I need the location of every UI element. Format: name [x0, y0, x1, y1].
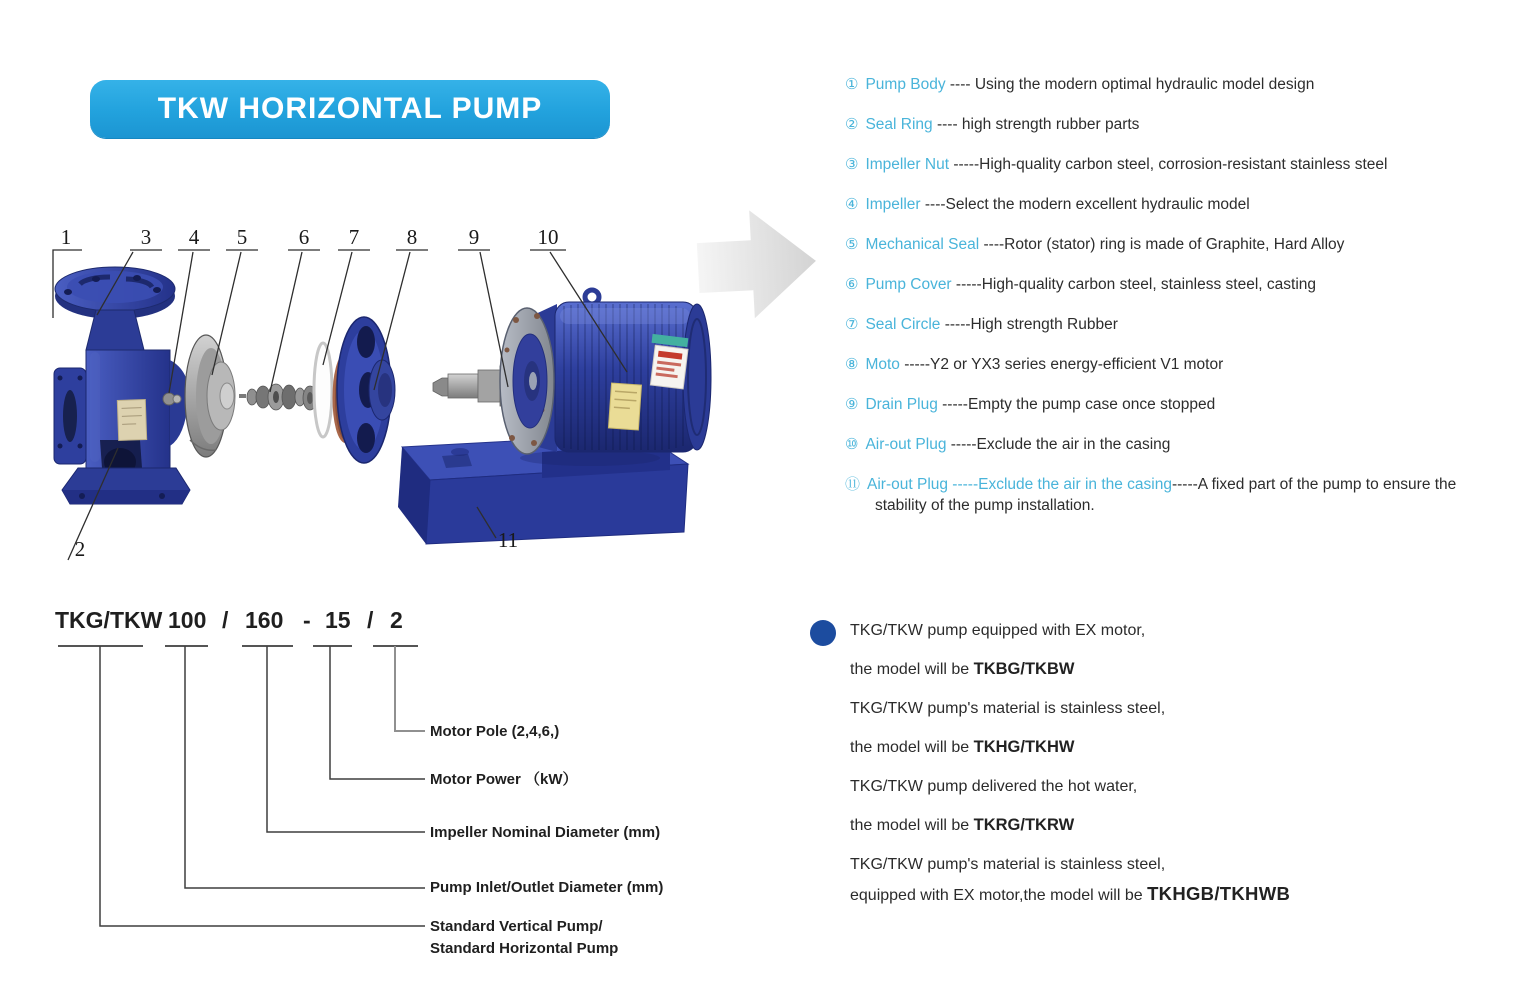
variant-model: TKBG/TKBW — [973, 660, 1075, 678]
part-desc: -----High-quality carbon steel, corrosion-resistant stainless steel — [949, 156, 1388, 173]
part-row — [845, 394, 1500, 415]
pump-exploded-diagram — [30, 200, 820, 570]
part-number: ⑩ — [845, 436, 859, 453]
motor-illustration — [500, 290, 711, 466]
part-desc: -----A fixed part of the pump to ensure the stability of the pump installation. — [875, 476, 1457, 514]
part-desc: -----High-quality carbon steel, stainless steel, casting — [951, 276, 1317, 293]
model-connector-lines — [100, 646, 425, 926]
part-row — [845, 314, 1500, 335]
variant-text: the model will be — [850, 661, 974, 678]
model-segment: / — [367, 607, 374, 633]
part-row — [845, 194, 1500, 215]
parts-list — [845, 74, 1500, 535]
variant-line — [850, 882, 1410, 907]
variants-section — [850, 619, 1410, 923]
motor-shaft-illustration — [433, 366, 509, 406]
part-desc: -----Empty the pump case once stopped — [937, 396, 1216, 413]
part-number: ④ — [845, 196, 859, 213]
callout-number: 10 — [537, 225, 559, 249]
motor-yellow-label — [608, 383, 641, 430]
variant-text: TKG/TKW pump equipped with EX motor, — [850, 622, 1146, 639]
part-desc: -----Exclude the air in the casing — [946, 436, 1171, 453]
part-number: ① — [845, 76, 859, 93]
callout-number: 11 — [497, 528, 519, 552]
callout-number: 6 — [298, 225, 310, 249]
model-segment: 160 — [245, 607, 284, 633]
callout-number: 2 — [74, 537, 86, 561]
part-row — [845, 474, 1500, 516]
variant-model: TKHG/TKHW — [973, 738, 1075, 756]
pump-cover-illustration — [337, 317, 395, 463]
part-number: ② — [845, 116, 859, 133]
part-row — [845, 434, 1500, 455]
model-label: Impeller Nominal Diameter (mm) — [430, 824, 661, 841]
model-label: Standard Vertical Pump/ — [430, 918, 603, 935]
part-number: ③ — [845, 156, 859, 173]
variant-text: TKG/TKW pump's material is stainless steel, — [850, 856, 1166, 873]
seal-ring-illustration — [314, 343, 332, 437]
callout-number: 1 — [60, 225, 72, 249]
part-name: Air-out Plug -----Exclude the air in the casing — [867, 476, 1172, 493]
title-banner — [90, 80, 610, 138]
part-name: Mechanical Seal — [865, 236, 980, 253]
model-segment: - — [303, 607, 311, 633]
part-name: Impeller — [865, 196, 921, 213]
model-segment: / — [222, 607, 229, 633]
model-segment: 2 — [390, 607, 403, 633]
motor-red-label — [650, 345, 688, 389]
part-number: ⑦ — [845, 316, 859, 333]
variant-text: TKG/TKW pump delivered the hot water, — [850, 778, 1138, 795]
part-desc: ----Rotor (stator) ring is made of Graphite, Hard Alloy — [979, 236, 1345, 253]
variant-line — [850, 775, 1410, 798]
variant-line — [850, 736, 1410, 759]
callout-number: 7 — [348, 225, 360, 249]
part-name: Air-out Plug — [865, 436, 947, 453]
variant-line — [850, 697, 1410, 720]
part-number: ⑤ — [845, 236, 859, 253]
mechanical-seal-parts-illustration — [239, 384, 317, 410]
callout-number: 8 — [406, 225, 418, 249]
part-row — [845, 114, 1500, 135]
part-name: Impeller Nut — [865, 156, 950, 173]
callout-number: 5 — [236, 225, 248, 249]
callout-number: 4 — [188, 225, 200, 249]
variant-text: the model will be — [850, 739, 974, 756]
model-label: Motor Power （kW） — [430, 771, 578, 788]
model-segment: TKG/TKW — [55, 607, 163, 633]
variant-text: the model will be — [850, 817, 974, 834]
part-row — [845, 274, 1500, 295]
part-name: Seal Ring — [865, 116, 933, 133]
variant-line — [850, 853, 1410, 876]
variant-model: TKRG/TKRW — [973, 816, 1075, 834]
variant-model: TKHGB/TKHWB — [1147, 883, 1291, 904]
part-desc: ----Select the modern excellent hydraulic model — [920, 196, 1250, 213]
part-desc: ---- Using the modern optimal hydraulic model design — [945, 76, 1315, 93]
part-row — [845, 154, 1500, 175]
model-label: Pump Inlet/Outlet Diameter (mm) — [430, 879, 664, 896]
part-name: Pump Body — [865, 76, 946, 93]
part-name: Pump Cover — [865, 276, 952, 293]
part-number: ⑧ — [845, 356, 859, 373]
part-desc: -----High strength Rubber — [940, 316, 1118, 333]
part-row — [845, 74, 1500, 95]
part-row — [845, 234, 1500, 255]
variant-text: TKG/TKW pump's material is stainless steel, — [850, 700, 1166, 717]
part-number: ⑪ — [845, 476, 861, 493]
callout-number: 3 — [140, 225, 152, 249]
part-name: Drain Plug — [865, 396, 938, 413]
model-segment: 100 — [168, 607, 207, 633]
part-row — [845, 354, 1500, 375]
callout-number: 9 — [468, 225, 480, 249]
model-segment: 15 — [325, 607, 351, 633]
bullet-dot — [810, 620, 836, 646]
part-name: Seal Circle — [865, 316, 941, 333]
pump-nameplate — [117, 400, 146, 441]
part-number: ⑨ — [845, 396, 859, 413]
variant-line — [850, 658, 1410, 681]
part-desc: -----Y2 or YX3 series energy-efficient V1 motor — [899, 356, 1224, 373]
model-label: Standard Horizontal Pump — [430, 940, 619, 957]
model-code-diagram — [40, 595, 740, 985]
flow-arrow — [695, 207, 818, 321]
part-name: Moto — [865, 356, 900, 373]
variant-line — [850, 814, 1410, 837]
part-desc: ---- high strength rubber parts — [932, 116, 1140, 133]
variant-line — [850, 619, 1410, 642]
variant-text: equipped with EX motor,the model will be — [850, 887, 1148, 904]
page-title: TKW HORIZONTAL PUMP — [157, 92, 543, 125]
pump-body-illustration — [54, 267, 190, 504]
model-label: Motor Pole (2,4,6,) — [430, 723, 560, 740]
part-number: ⑥ — [845, 276, 859, 293]
